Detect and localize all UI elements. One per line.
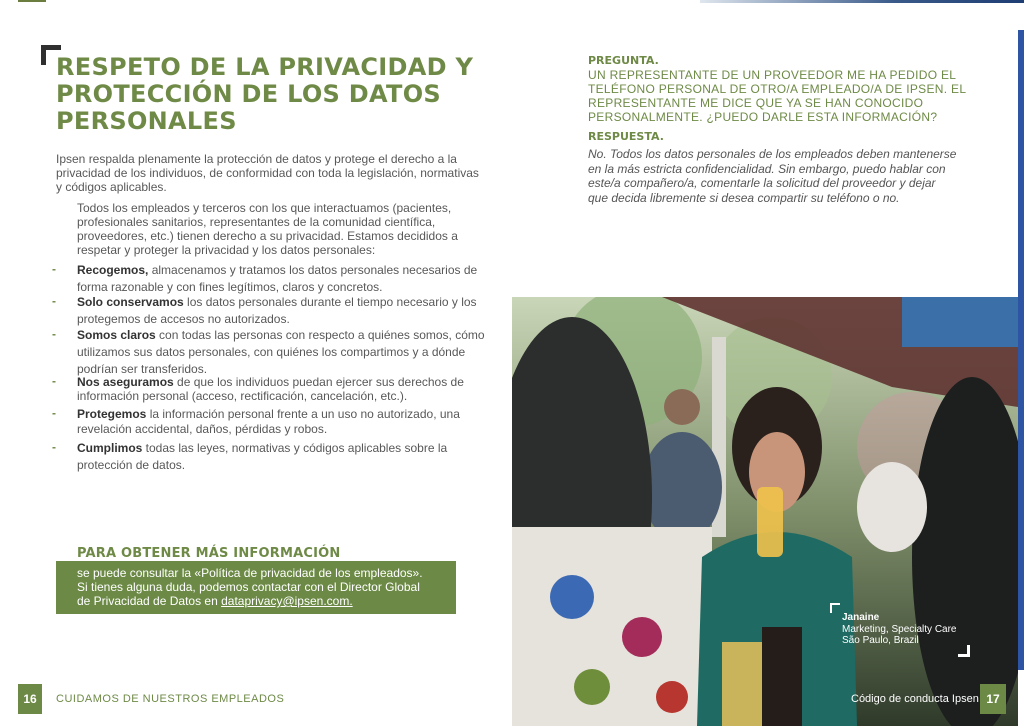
list-item-text: los datos personales durante el tiempo necesario y los protegemos de accesos no autorizados. [77, 295, 477, 326]
dash-icon: - [52, 440, 56, 454]
dash-icon: - [52, 262, 56, 276]
question-text: UN REPRESENTANTE DE UN PROVEEDOR ME HA PEDIDO EL TELÉFONO PERSONAL DE OTRO/A EMPLEADO/A DE IPSEN. EL REPRESENTANTE ME DICE QUE YA SE HAN CONOCIDO PERSONALMENTE. ¿PUEDO DARLE ESTA INFORMACIÓN? [588, 68, 966, 124]
list-item-bold: Somos claros [77, 328, 156, 342]
dash-icon: - [52, 374, 56, 388]
caption-name: Janaine [842, 612, 880, 623]
page-number-left: 16 [18, 684, 42, 714]
caption-location: São Paulo, Brazil [842, 635, 919, 646]
more-info-box [56, 561, 456, 614]
top-accent-line [18, 0, 46, 2]
info-line-prefix: de Privacidad de Datos en [77, 594, 222, 608]
list-item-bold: Recogemos, [77, 263, 149, 277]
list-item-text: todas las leyes, normativas y códigos aplicables sobre la protección de datos. [77, 441, 448, 472]
page-title: RESPETO DE LA PRIVACIDAD Y PROTECCIÓN DE LOS DATOS PERSONALES [56, 53, 474, 135]
caption-corner-icon [958, 645, 970, 657]
info-line: Si tienes alguna duda, podemos contactar con el Director Global [77, 580, 420, 594]
answer-label: RESPUESTA. [588, 130, 664, 143]
list-item-text: almacenamos y tratamos los datos personales necesarios de forma razonable y con fines legítimos, claros y concretos. [77, 263, 478, 294]
list-item [52, 262, 492, 296]
page-number-right: 17 [980, 684, 1006, 714]
rights-paragraph: Todos los empleados y terceros con los que interactuamos (pacientes, profesionales sanitarios, representantes de la comunidad científica, proveedores, etc.) tienen derecho a su privacidad. Estamos decididos a respetar y proteger la privacidad y los datos personales: [77, 201, 458, 257]
employee-photo [512, 297, 1018, 726]
list-item-text: la información personal frente a un uso no autorizado, una revelación accidental, daños, pérdidas y robos. [77, 407, 460, 436]
list-item-bold: Solo conservamos [77, 295, 184, 309]
list-item [52, 407, 492, 437]
list-item [52, 294, 492, 328]
dash-icon: - [52, 294, 56, 308]
list-item-bold: Protegemos [77, 407, 147, 421]
list-item-text: con todas las personas con respecto a quiénes somos, cómo utilizamos sus datos personales, con quiénes los compartimos y a dónde podrían ser transferidos. [77, 328, 485, 376]
dash-icon: - [52, 327, 56, 341]
caption-corner-icon [830, 603, 840, 613]
list-item [52, 327, 492, 378]
footer-document-title: Código de conducta Ipsen [851, 693, 979, 705]
top-accent-line-right [700, 0, 1024, 3]
question-label: PREGUNTA. [588, 54, 659, 67]
footer-section-title: CUIDAMOS DE NUESTROS EMPLEADOS [56, 693, 285, 705]
answer-text: No. Todos los datos personales de los empleados deben mantenerse en la más estricta confidencialidad. Sin embargo, puedo hablar con este/a compañero/a, comentarle la solicitud del proveedor y dejar que decida libremente si desea compartir su teléfono o no. [588, 147, 957, 205]
list-item-text: de que los individuos puedan ejercer sus derechos de información personal (acceso, rectificación, cancelación, etc.). [77, 375, 464, 403]
email-link[interactable]: dataprivacy@ipsen.com. [221, 594, 353, 608]
info-line: se puede consultar la «Política de privacidad de los empleados». [77, 566, 423, 580]
dash-icon: - [52, 406, 56, 420]
list-item [52, 440, 492, 474]
list-item-bold: Nos aseguramos [77, 375, 174, 389]
list-item [52, 375, 492, 403]
photo-illustration [512, 297, 1018, 726]
page-edge-stripe [1018, 30, 1024, 670]
photo-caption [842, 612, 957, 647]
caption-role: Marketing, Specialty Care [842, 623, 957, 635]
intro-paragraph: Ipsen respalda plenamente la protección de datos y protege el derecho a la privacidad de los individuos, de conformidad con toda la legislación, normativas y códigos aplicables. [56, 152, 479, 194]
more-info-heading: PARA OBTENER MÁS INFORMACIÓN [77, 546, 341, 561]
info-line [77, 594, 446, 608]
list-item-bold: Cumplimos [77, 441, 143, 455]
